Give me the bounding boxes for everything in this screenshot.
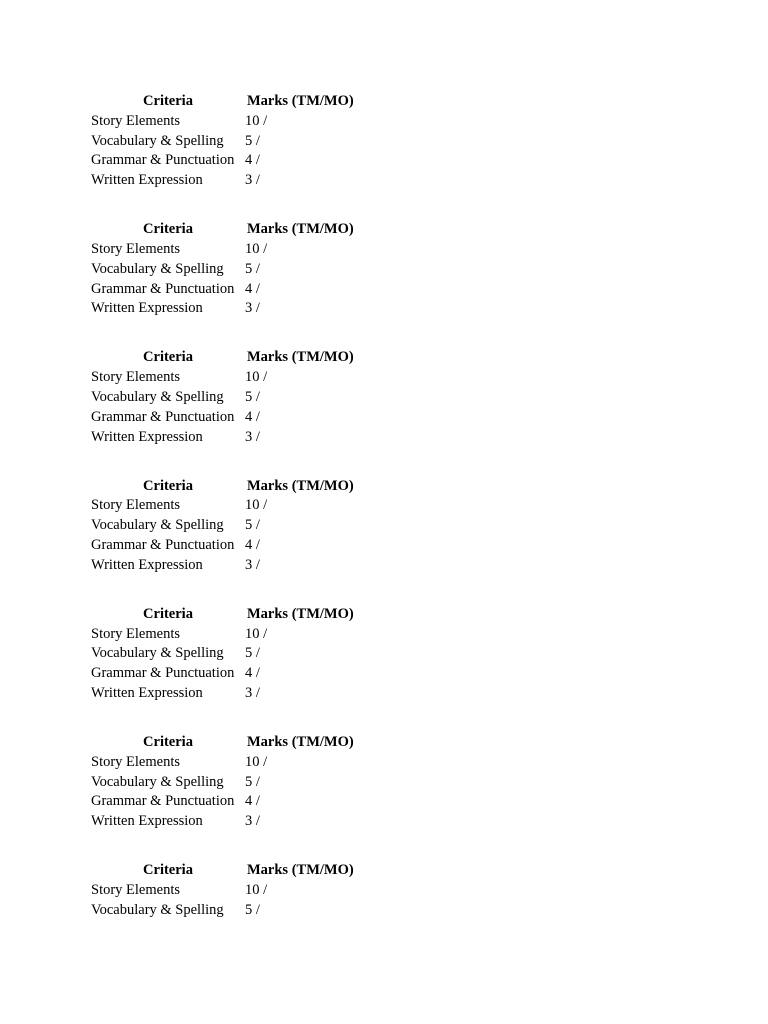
table-header-row [91,605,691,625]
criterion-label: Grammar & Punctuation [91,408,235,425]
mark-value: 10 / [245,625,268,642]
mark-value: 10 / [245,369,268,386]
criterion-label: Vocabulary & Spelling [91,388,224,405]
table-header-row [91,733,691,753]
rubric-table [91,477,691,605]
table-row [91,516,691,536]
table-row [91,664,691,684]
criterion-label: Grammar & Punctuation [91,793,235,810]
criterion-label: Grammar & Punctuation [91,665,235,682]
mark-value: 10 / [245,112,268,129]
criterion-label: Grammar & Punctuation [91,280,235,297]
mark-value: 3 / [245,428,260,445]
mark-value: 10 / [245,881,268,898]
criterion-label: Vocabulary & Spelling [91,901,224,918]
mark-value: 10 / [245,240,268,257]
criterion-label: Written Expression [91,300,203,317]
criterion-label: Story Elements [91,753,181,770]
mark-value: 5 / [245,901,260,918]
marks-header: Marks (TM/MO) [247,605,354,622]
criteria-header: Criteria [143,862,193,879]
criterion-label: Written Expression [91,428,203,445]
rubric-table [91,92,691,220]
mark-value: 3 / [245,300,260,317]
table-row [91,753,691,773]
table-row [91,240,691,260]
table-row [91,556,691,576]
table-row [91,132,691,152]
table-row [91,792,691,812]
marks-header: Marks (TM/MO) [247,93,354,109]
table-row [91,536,691,556]
mark-value: 4 / [245,665,260,682]
criteria-header: Criteria [143,733,193,750]
marks-header: Marks (TM/MO) [247,477,354,494]
table-row [91,901,691,921]
rubric-table [91,348,691,476]
marks-header: Marks (TM/MO) [247,349,354,366]
table-row [91,496,691,516]
mark-value: 4 / [245,408,260,425]
criterion-label: Grammar & Punctuation [91,536,235,553]
criterion-label: Story Elements [91,369,181,386]
mark-value: 4 / [245,280,260,297]
table-row [91,625,691,645]
table-header-row [91,348,691,368]
table-row [91,280,691,300]
table-row [91,112,691,132]
table-header-row [91,92,691,112]
criterion-label: Story Elements [91,112,181,129]
document-page [91,92,691,989]
table-row [91,171,691,191]
criterion-label: Vocabulary & Spelling [91,773,224,790]
criterion-label: Written Expression [91,556,203,573]
table-row [91,644,691,664]
mark-value: 3 / [245,556,260,573]
criteria-header: Criteria [143,477,193,494]
marks-header: Marks (TM/MO) [247,733,354,750]
table-header-row [91,861,691,881]
mark-value: 5 / [245,388,260,405]
criterion-label: Vocabulary & Spelling [91,645,224,662]
rubric-table [91,733,691,861]
criteria-header: Criteria [143,93,193,109]
criterion-label: Grammar & Punctuation [91,152,235,169]
table-row [91,773,691,793]
table-row [91,881,691,901]
criterion-label: Story Elements [91,881,181,898]
mark-value: 10 / [245,753,268,770]
table-row [91,408,691,428]
marks-header: Marks (TM/MO) [247,862,354,879]
criteria-header: Criteria [143,349,193,366]
table-row [91,428,691,448]
mark-value: 5 / [245,260,260,277]
criterion-label: Vocabulary & Spelling [91,517,224,534]
mark-value: 5 / [245,132,260,149]
criteria-header: Criteria [143,221,193,238]
table-row [91,299,691,319]
mark-value: 3 / [245,813,260,830]
mark-value: 4 / [245,152,260,169]
criterion-label: Written Expression [91,684,203,701]
criterion-label: Written Expression [91,172,203,189]
mark-value: 5 / [245,773,260,790]
criterion-label: Story Elements [91,625,181,642]
criterion-label: Story Elements [91,497,181,514]
mark-value: 3 / [245,684,260,701]
table-row [91,151,691,171]
table-header-row [91,477,691,497]
table-row [91,388,691,408]
table-row [91,368,691,388]
marks-header: Marks (TM/MO) [247,221,354,238]
mark-value: 5 / [245,645,260,662]
mark-value: 10 / [245,497,268,514]
criterion-label: Story Elements [91,240,181,257]
table-row [91,812,691,832]
rubric-table [91,861,691,989]
mark-value: 4 / [245,793,260,810]
rubric-table [91,220,691,348]
criterion-label: Vocabulary & Spelling [91,260,224,277]
mark-value: 4 / [245,536,260,553]
mark-value: 5 / [245,517,260,534]
mark-value: 3 / [245,172,260,189]
table-row [91,684,691,704]
table-header-row [91,220,691,240]
criterion-label: Written Expression [91,813,203,830]
criteria-header: Criteria [143,605,193,622]
rubric-table [91,605,691,733]
table-row [91,260,691,280]
criterion-label: Vocabulary & Spelling [91,132,224,149]
